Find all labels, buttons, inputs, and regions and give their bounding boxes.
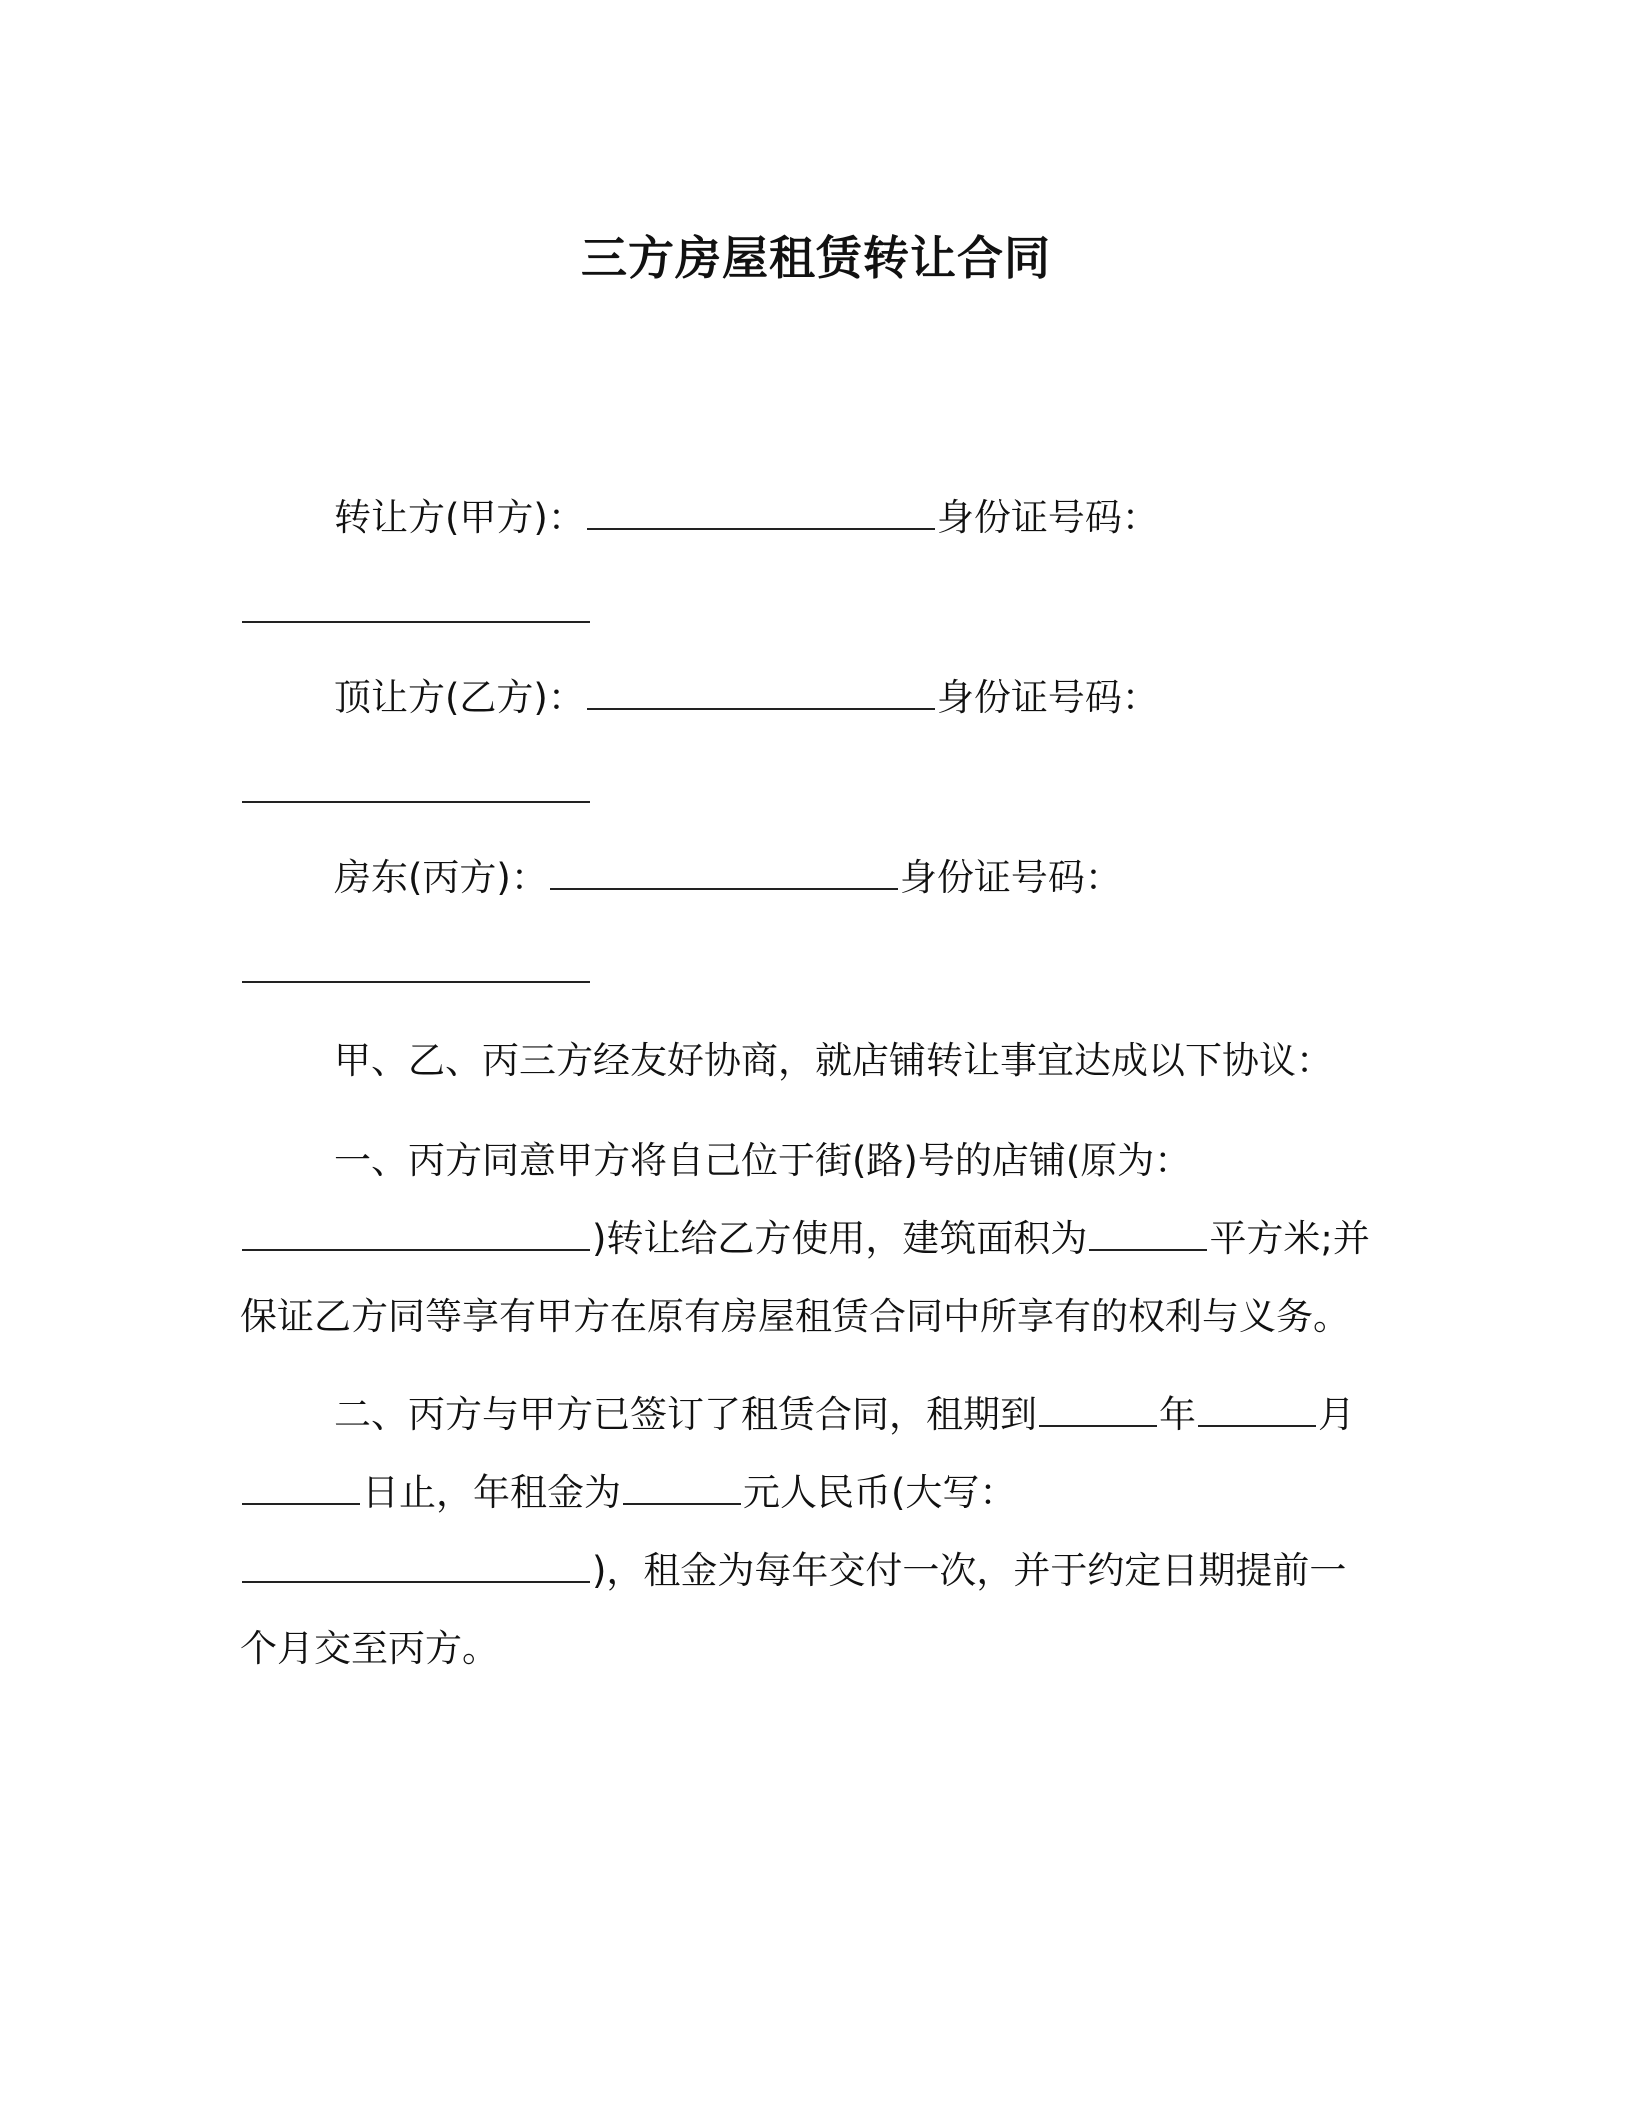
clause2-rent-words-blank [242,1547,590,1583]
clause1-text-a: )转让给乙方使用，建筑面积为 [592,1217,1088,1260]
clause2-text-b: 日止，年租金为 [362,1471,621,1514]
document-title: 三方房屋租赁转让合同 [581,231,1051,285]
intro-paragraph: 甲、乙、丙三方经友好协商，就店铺转让事宜达成以下协议： [334,1039,1333,1082]
party-a-label: 转让方(甲方)： [334,496,585,539]
clause2-text-a: 二、丙方与甲方已签订了租赁合同，租期到 [334,1393,1037,1436]
party-c-id-label: 身份证号码： [899,856,1122,899]
party-c-line [334,853,1122,903]
clause2-month-blank [1198,1391,1316,1427]
party-b-id-blank [242,767,590,803]
clause1-line2 [240,1214,1370,1264]
clause2-year-blank [1039,1391,1157,1427]
clause2-line3 [240,1546,1346,1596]
party-a-id-label: 身份证号码： [936,496,1159,539]
party-a-id-blank [242,587,590,623]
clause1-area-blank [1089,1215,1207,1251]
clause2-year-label: 年 [1159,1393,1196,1436]
party-c-label: 房东(丙方)： [334,856,548,899]
party-a-name-blank [587,494,935,530]
party-a-id-line [240,586,592,636]
clause2-text-d: )，租金为每年交付一次，并于约定日期提前一 [592,1549,1347,1592]
clause2-text-c: 元人民币(大写： [743,1471,1017,1514]
party-a-line [334,493,1159,543]
party-c-name-blank [550,854,898,890]
clause2-line4: 个月交至丙方。 [240,1627,499,1670]
party-b-label: 顶让方(乙方)： [334,676,585,719]
party-b-id-line [240,766,592,816]
clause1-line1: 一、丙方同意甲方将自己位于街(路)号的店铺(原为： [334,1139,1192,1182]
party-c-id-line [240,946,592,996]
clause1-original-blank [242,1215,590,1251]
party-b-name-blank [587,674,935,710]
clause2-line2 [240,1468,1016,1518]
clause2-line1 [334,1390,1355,1440]
clause2-month-label: 月 [1318,1393,1355,1436]
party-c-id-blank [242,947,590,983]
clause1-line3: 保证乙方同等享有甲方在原有房屋租赁合同中所享有的权利与义务。 [240,1295,1350,1338]
clause2-day-blank [242,1469,360,1505]
clause1-text-b: 平方米;并 [1209,1217,1370,1260]
party-b-line [334,673,1159,723]
clause2-rent-blank [623,1469,741,1505]
party-b-id-label: 身份证号码： [936,676,1159,719]
